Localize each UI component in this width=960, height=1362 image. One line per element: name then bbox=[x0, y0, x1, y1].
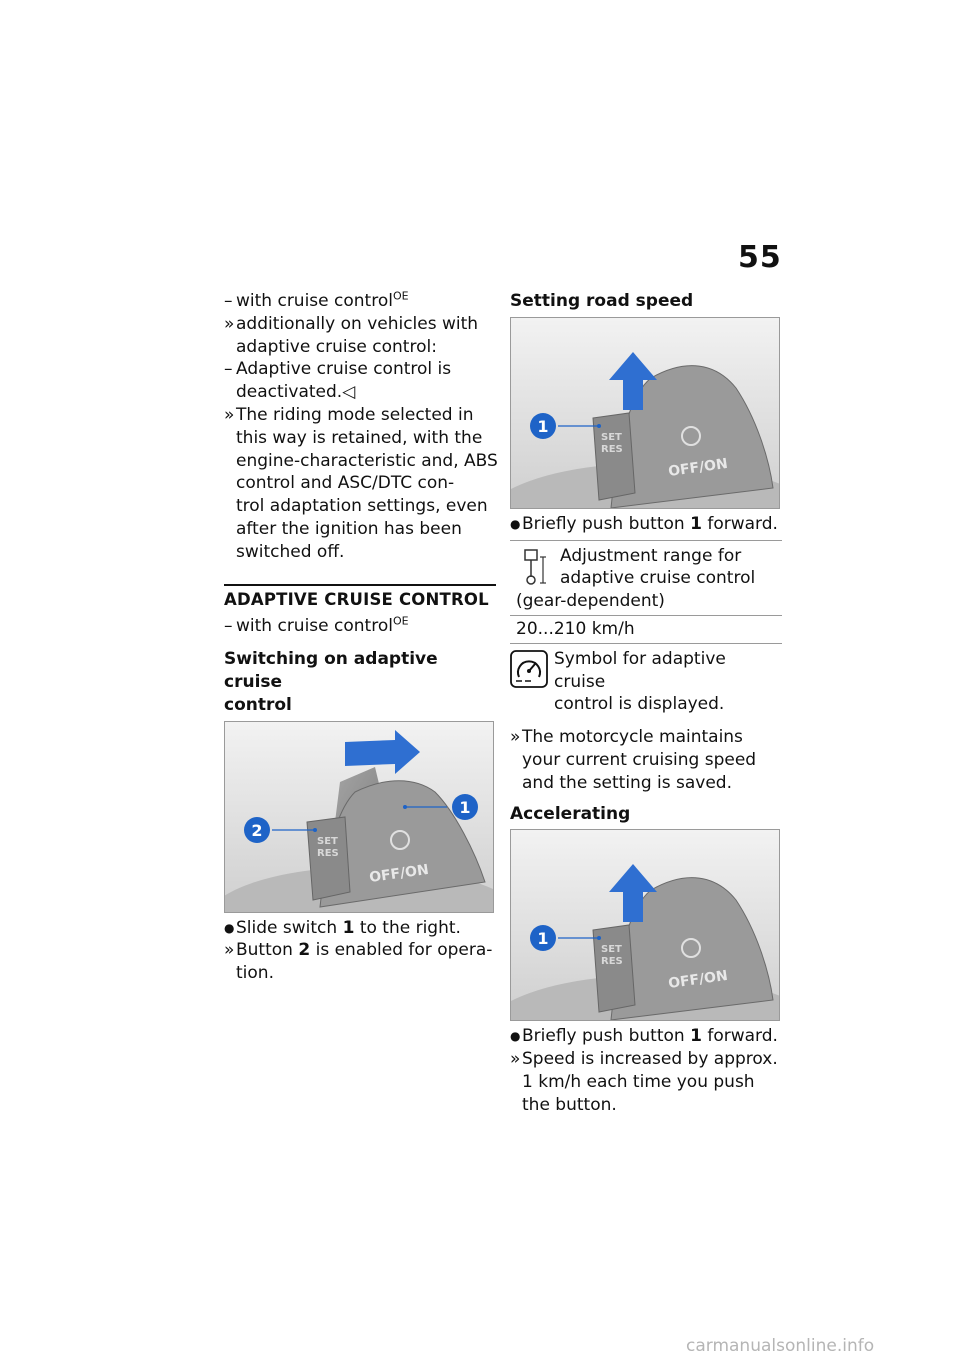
subsection-heading: Switching on adaptive cruise control bbox=[224, 649, 438, 715]
set-label: SET bbox=[317, 835, 338, 847]
cruise-switch-illustration bbox=[511, 830, 779, 1020]
condition-line: – Adaptive cruise control is bbox=[224, 359, 452, 380]
switch-figure-slide bbox=[224, 721, 494, 913]
range-value: 20...210 km/h bbox=[516, 618, 635, 639]
step-line: ● Briefly push button 1 forward. bbox=[510, 1026, 778, 1047]
switch-figure-set bbox=[510, 317, 780, 509]
end-mark: ◁ bbox=[342, 382, 356, 403]
condition-line: – with cruise control$^{OE}$ bbox=[224, 614, 409, 637]
right-column: Setting road speed 1 SET RES OFF/ON ● Briefly push button 1 forward. Adjustment range for adaptive cruise control (gear-dependent) 20...210 km/h Symbol for adaptive cruise control is displayed. » The motorcycle maintains your current cruising speed and the setting is saved. Accelerating 1 SET RES OFF/ON ● Briefly push button 1 forward. » Speed is increased by approx. 1 km/h each time you push the button. bbox=[510, 290, 782, 1117]
result-marker: » bbox=[510, 727, 521, 748]
res-label: RES bbox=[317, 847, 339, 859]
offon-label: OFF/ON bbox=[667, 968, 729, 993]
callout-2-label: 2 bbox=[251, 820, 263, 840]
left-column: – with cruise control$^{OE}$ » additionally on vehicles with adaptive cruise control: – Adaptive cruise control is deactivated.◁ » The riding mode selected in this way is retained, with the engine-characteristic and, ABS control and ASC/DTC con- trol adaptation settings, even after the ignition has been switched off. ADAPTIVE CRUISE CONTROL – with cruise control$^{OE}$ Switching on adaptive cruise control 1 2 SET RES OFF/ON ● Slide switch 1 to the right. » Button 2 is enabled for opera- tion. bbox=[224, 290, 496, 985]
dash-marker: – bbox=[224, 616, 233, 637]
subsection-heading: Setting road speed bbox=[510, 291, 694, 311]
result-marker: » bbox=[510, 1049, 521, 1070]
result-line: » Speed is increased by approx. bbox=[510, 1049, 778, 1070]
set-label: SET bbox=[601, 944, 622, 956]
subsection-heading: Accelerating bbox=[510, 803, 631, 824]
result-marker: » bbox=[224, 404, 235, 425]
symbol-note: Symbol for adaptive cruise control is displayed. bbox=[510, 648, 782, 716]
bullet-marker: ● bbox=[224, 920, 235, 935]
offon-label: OFF/ON bbox=[667, 455, 729, 480]
switch-figure-accelerate bbox=[510, 829, 780, 1021]
result-line: » The motorcycle maintains bbox=[510, 727, 743, 748]
option-equipment-mark: OE bbox=[392, 289, 409, 303]
result-marker: » bbox=[224, 313, 235, 334]
watermark: carmanualsonline.info bbox=[686, 1336, 875, 1356]
result-line: » The riding mode selected in bbox=[224, 404, 474, 425]
result-line: » Button 2 is enabled for opera- bbox=[224, 940, 493, 961]
step-line: ● Slide switch 1 to the right. bbox=[224, 917, 461, 938]
res-label: RES bbox=[601, 956, 623, 968]
res-label: RES bbox=[601, 443, 623, 455]
callout-1-label: 1 bbox=[459, 797, 471, 817]
page-number: 55 bbox=[738, 240, 782, 275]
set-label: SET bbox=[601, 431, 622, 443]
dash-marker: – bbox=[224, 359, 233, 380]
cruise-switch-illustration bbox=[225, 722, 493, 912]
dash-marker: – bbox=[224, 291, 233, 311]
bullet-marker: ● bbox=[510, 1029, 521, 1044]
step-line: ● Briefly push button 1 forward. bbox=[510, 513, 778, 534]
result-marker: » bbox=[224, 940, 235, 961]
result-line: » additionally on vehicles with bbox=[224, 313, 479, 334]
condition-line: – with cruise control$^{OE}$ bbox=[224, 289, 409, 311]
callout-1-label: 1 bbox=[537, 416, 549, 436]
callout-1-label: 1 bbox=[537, 929, 549, 949]
offon-label: OFF/ON bbox=[368, 861, 430, 886]
bullet-marker: ● bbox=[510, 516, 521, 531]
gear-range-icon bbox=[522, 547, 548, 587]
option-equipment-mark: OE bbox=[392, 614, 409, 628]
section-heading: ADAPTIVE CRUISE CONTROL bbox=[224, 584, 496, 612]
cruise-switch-illustration bbox=[511, 318, 779, 508]
range-info-box: Adjustment range for adaptive cruise control (gear-dependent) 20...210 km/h bbox=[510, 540, 782, 644]
adaptive-cruise-symbol-icon bbox=[510, 650, 548, 688]
